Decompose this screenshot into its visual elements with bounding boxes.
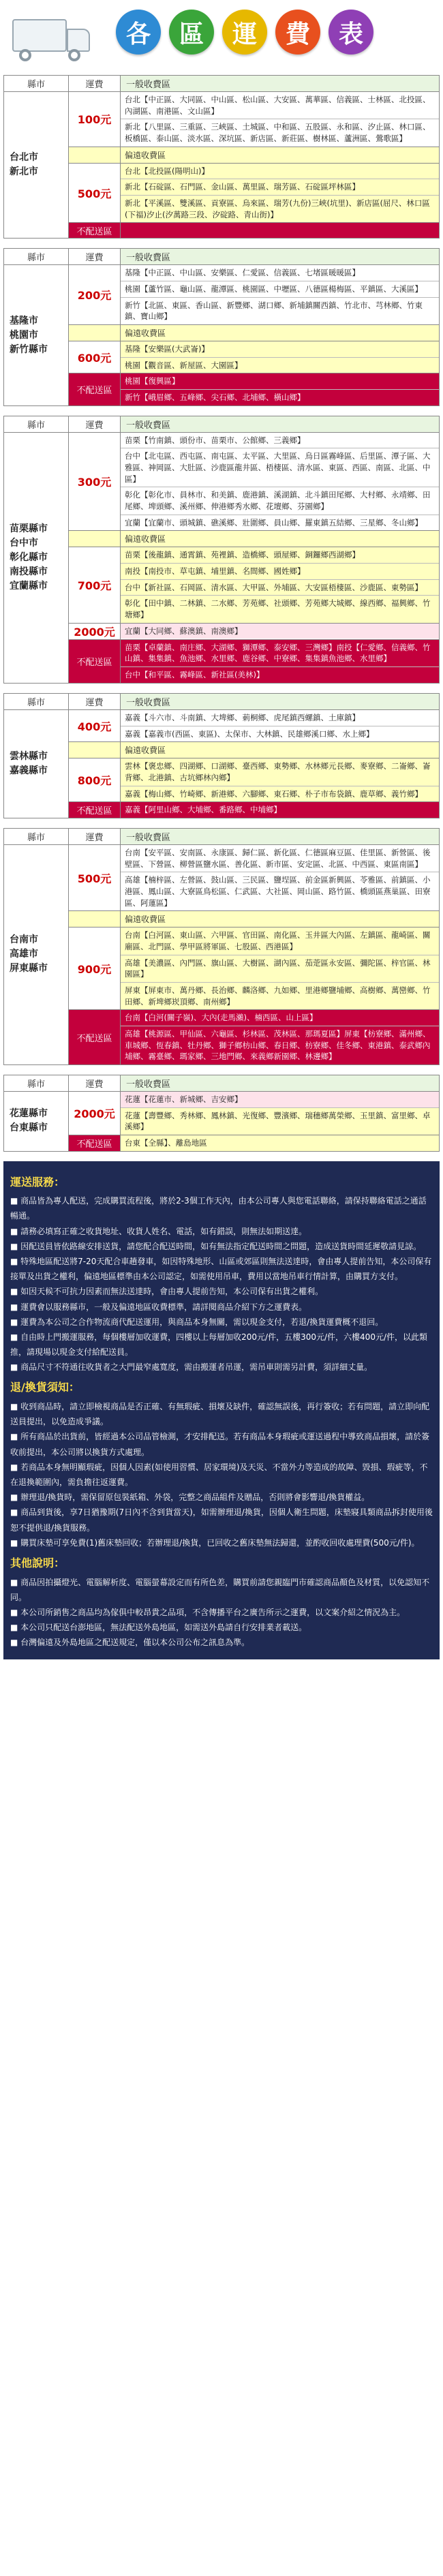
group-header-row bbox=[4, 249, 439, 265]
area-row: 嘉義【阿里山鄉、大埔鄉、番路鄉、中埔鄉】 bbox=[121, 802, 439, 818]
group-body bbox=[4, 1092, 439, 1151]
remote-area-fee-blank bbox=[69, 325, 121, 341]
city-name bbox=[4, 433, 69, 683]
city-name-line: 基隆市 bbox=[10, 315, 38, 326]
fee-tier bbox=[69, 710, 439, 742]
area-row: 苗栗【後龍鎮、通霄鎮、苑裡鎮、造橋鄉、頭屋鄉、銅鑼鄉西湖鄉】 bbox=[121, 547, 439, 564]
area-row: 台南【白河(關子嶺)、大內(走馬瀨)、楠西區、山上區】 bbox=[121, 1010, 439, 1026]
area-row: 台北【北投區(陽明山)】 bbox=[121, 164, 439, 180]
remote-area-header bbox=[69, 911, 439, 927]
fee-tier bbox=[69, 1092, 439, 1135]
area-row: 桃園【復興區】 bbox=[121, 373, 439, 390]
area-row: 彰化【彰化市、員林市、和美鎮、鹿港鎮、溪湖鎮、北斗鎮田尾鄉、大村鄉、永靖鄉、田尾鄉、埤頭鄉、溪州鄉、伸港鄉秀水鄉、花壇鄉、芬園鄉】 bbox=[121, 487, 439, 515]
area-row: 台北【中正區、大同區、中山區、松山區、大安區、萬華區、信義區、士林區、北投區、內湖區、南港區、文山區】 bbox=[121, 92, 439, 119]
area-rows bbox=[121, 265, 439, 324]
county-header: 縣市 bbox=[4, 76, 69, 91]
area-row: 台東【全縣】、離島地區 bbox=[121, 1135, 439, 1151]
notice-item: ■ 購買床墊可享免費(1)舊床墊回收；若辦理退/換貨，已回收之舊床墊無法歸還，並酌收回收處理費(500元/件)。 bbox=[10, 1537, 420, 1548]
fee-tier bbox=[69, 640, 439, 683]
area-header: 一般收費區 bbox=[121, 829, 439, 844]
city-name-line: 台北市 bbox=[10, 152, 38, 164]
area-row: 彰化【田中鎮、二林鎮、二水鄉、芳苑鄉、社頭鄉、芳苑鄉大城鄉、線西鄉、福興鄉、竹塘鄉】 bbox=[121, 596, 439, 622]
fee-price: 900元 bbox=[69, 927, 121, 1009]
area-rows bbox=[121, 845, 439, 910]
fee-tier bbox=[69, 1010, 439, 1064]
area-rows bbox=[121, 341, 439, 373]
area-rows bbox=[121, 92, 439, 147]
banner-title-char: 表 bbox=[329, 10, 373, 55]
area-row: 高雄【桃源區、甲仙區、六龜區、杉林區、茂林區、那瑪夏區】屏東【枋寮鄉、滿州鄉、車城鄉、恆春鎮、牡丹鄉、獅子鄉枋山鄉、春日鄉、枋寮鄉、佳冬鄉、東港鎮、泰武鄉內埔鄉、霧臺鄉、瑪家鄉、三地門鄉、來義鄉新園鄉、林邊鄉】 bbox=[121, 1026, 439, 1064]
fee-tier bbox=[69, 927, 439, 1010]
fee-tier bbox=[69, 624, 439, 640]
remote-area-fee-blank bbox=[69, 911, 121, 927]
fee-tier bbox=[69, 433, 439, 532]
county-header: 縣市 bbox=[4, 1075, 69, 1091]
banner-title-char: 各 bbox=[116, 10, 161, 55]
fee-tier bbox=[69, 92, 439, 147]
city-name bbox=[4, 1092, 69, 1151]
truck-icon bbox=[12, 19, 91, 61]
fee-header: 運費 bbox=[69, 249, 121, 264]
area-rows bbox=[121, 927, 439, 1009]
area-rows bbox=[121, 223, 439, 238]
area-row: 桃園【觀音區、新屋區、大園區】 bbox=[121, 358, 439, 373]
banner-title-char: 區 bbox=[169, 10, 214, 55]
area-row: 嘉義【梅山鄉、竹崎鄉、新港鄉、六腳鄉、東石鄉、朴子市布袋鎮、鹿草鄉、義竹鄉】 bbox=[121, 786, 439, 802]
notice-item: ■ 收到商品時，請立即檢視商品是否正確、有無瑕疵、損壞及缺件，確認無誤後，再行簽收；若有問題，請立即向配送員提出，以免造成爭議。 bbox=[10, 1402, 430, 1427]
fee-price: 700元 bbox=[69, 547, 121, 622]
fee-sections bbox=[69, 845, 439, 1064]
banner bbox=[0, 0, 443, 75]
area-rows bbox=[121, 164, 439, 223]
notice-item: ■ 若商品本身無明顯瑕疵，因個人因素(如使用習慣、居家環境)及天災、不當外力等造成的故障、毀損、瑕疵等，不在退換範圍內，需負擔往返運費。 bbox=[10, 1462, 428, 1487]
city-name bbox=[4, 265, 69, 405]
area-row: 高雄【楠梓區、左營區、鼓山區、三民區、鹽埕區、前金區新興區、苓雅區、前鎮區、小港區、鳳山區、大寮區鳥松區、仁武區、大社區、岡山區、路竹區、橋頭區燕巢區、田寮區、阿蓮區】 bbox=[121, 872, 439, 910]
notice-item: ■ 自由時上門搬運服務，每個樓層加收運費，四樓以上每層加收200元/件，五樓300元/件，六樓400元/件，以此類推，請現場以現金支付給配送員。 bbox=[10, 1332, 427, 1358]
fee-tier bbox=[69, 223, 439, 238]
shipping-service-list bbox=[10, 1193, 433, 1375]
group-header-row bbox=[4, 416, 439, 433]
fee-sections bbox=[69, 433, 439, 683]
region-group bbox=[3, 75, 440, 239]
notice-item: ■ 本公司只配送台澎地區，無法配送外島地區，如需送外島請自行安排業者載送。 bbox=[10, 1623, 307, 1633]
city-name bbox=[4, 710, 69, 818]
fee-header: 運費 bbox=[69, 76, 121, 91]
notice-item: ■ 商品因拍攝燈光、電腦解析度、電腦螢幕設定而有所色差，購買前請您親臨門市確認商品顏色及材質，以免認知不同。 bbox=[10, 1577, 430, 1602]
city-name-line: 台南市 bbox=[10, 934, 38, 946]
area-rows bbox=[121, 624, 439, 639]
area-row: 新竹【峨眉鄉、五峰鄉、尖石鄉、北埔鄉、橫山鄉】 bbox=[121, 390, 439, 405]
area-row: 新竹【北區、東區、香山區、新豐鄉、湖口鄉、新埔鎮關西鎮、竹北市、芎林鄉、竹東鎮、寶山鄉】 bbox=[121, 298, 439, 324]
area-rows bbox=[121, 1135, 439, 1151]
fee-price: 800元 bbox=[69, 758, 121, 801]
remote-area-header bbox=[69, 531, 439, 547]
city-name-line: 花蓮縣市 bbox=[10, 1108, 48, 1120]
fee-sections bbox=[69, 1092, 439, 1151]
fee-price: 200元 bbox=[69, 265, 121, 324]
group-body bbox=[4, 845, 439, 1064]
group-body bbox=[4, 265, 439, 405]
area-row: 宜蘭【大同鄉、蘇澳鎮、南澳鄉】 bbox=[121, 624, 439, 639]
city-name-line: 新北市 bbox=[10, 166, 38, 178]
area-row: 台南【白河區、東山區、六甲區、官田區、南化區、玉井區大內區、左鎮區、龍崎區、關廟區、北門區、學甲區將軍區、七股區、西港區】 bbox=[121, 927, 439, 955]
fee-header: 運費 bbox=[69, 694, 121, 709]
region-group bbox=[3, 416, 440, 684]
remote-area-label: 偏遠收費區 bbox=[125, 915, 166, 925]
city-name bbox=[4, 845, 69, 1064]
area-header: 一般收費區 bbox=[121, 694, 439, 709]
area-row: 苗栗【竹南鎮、頭份市、苗栗市、公館鄉、三義鄉】 bbox=[121, 433, 439, 449]
fee-tier bbox=[69, 1135, 439, 1151]
notice-item: ■ 運費為本公司之合作物流商代配送運用，與商品本身無關，需以現金支付，若退/換貨運費概不退回。 bbox=[10, 1317, 384, 1327]
area-rows bbox=[121, 433, 439, 531]
notice-panel bbox=[3, 1161, 440, 1660]
area-header: 一般收費區 bbox=[121, 249, 439, 264]
city-name-line: 苗栗縣市 bbox=[10, 523, 48, 534]
notice-item: ■ 特殊地區配送將7-20天配合車趟發車，如因特殊地形、山區或郊區則無法送達時，會由專人提前告知，本公司保有接單及出貨之權利，偏遠地區標準由本公司認定，如需使用吊車，費用以當地吊車行情計算，由購買方支付。 bbox=[10, 1256, 432, 1282]
county-header: 縣市 bbox=[4, 416, 69, 432]
city-name bbox=[4, 92, 69, 238]
fee-price: 500元 bbox=[69, 164, 121, 223]
city-name-line: 嘉義縣市 bbox=[10, 765, 48, 776]
remote-area-label: 偏遠收費區 bbox=[125, 746, 166, 756]
notice-item: ■ 商品皆為專人配送，完成購買流程後，將於2-3個工作天內，由本公司專人與您電話聯絡，請保持聯絡電話之通話暢通。 bbox=[10, 1196, 427, 1221]
fee-sections bbox=[69, 92, 439, 238]
fee-tier bbox=[69, 758, 439, 802]
area-row: 花蓮【花蓮市、新城鄉、吉安鄉】 bbox=[121, 1092, 439, 1108]
fee-price: 不配送區 bbox=[69, 373, 121, 405]
remote-area-header bbox=[69, 742, 439, 758]
notice-item: ■ 運費會以服務縣市，一般及偏遠地區收費標準，請詳閱商品介紹下方之運費表。 bbox=[10, 1302, 307, 1312]
remote-area-label: 偏遠收費區 bbox=[125, 150, 166, 160]
region-group bbox=[3, 248, 440, 405]
region-group bbox=[3, 1075, 440, 1152]
group-header-row bbox=[4, 1075, 439, 1092]
other-list bbox=[10, 1575, 433, 1651]
area-rows bbox=[121, 640, 439, 683]
area-row: 台南【安平區、安南區、永康區、歸仁區、新化區、仁德區麻豆區、佳里區、新營區、後壁區、下營區、柳營區鹽水區、善化區、新市區、安定區、北區、中西區、東區南區】 bbox=[121, 845, 439, 872]
area-row: 台中【新社區、石岡區、清水區、大甲區、外埔區、大安區梧棲區、沙鹿區、東勢區】 bbox=[121, 580, 439, 596]
remote-area-label: 偏遠收費區 bbox=[125, 534, 166, 545]
county-header: 縣市 bbox=[4, 694, 69, 709]
group-body bbox=[4, 92, 439, 238]
fee-sections bbox=[69, 710, 439, 818]
city-name-line: 高雄市 bbox=[10, 949, 38, 960]
region-group bbox=[3, 693, 440, 818]
area-row: 桃園【蘆竹區、龜山區、龍潭區、桃園區、中壢區、八德區楊梅區、平鎮區、大溪區】 bbox=[121, 281, 439, 298]
area-row: 新北【平溪區、雙溪區、貢寮區、烏來區、瑞芳(九份)三峽(坑里)、新店區(屈尺、林口區(下福)汐止(汐萬路三段、汐碇路、青山街)】 bbox=[121, 196, 439, 222]
fee-price: 2000元 bbox=[69, 1092, 121, 1135]
area-rows bbox=[121, 1010, 439, 1064]
return-list bbox=[10, 1399, 433, 1550]
group-header-row bbox=[4, 829, 439, 845]
other-heading: 其他說明： bbox=[10, 1556, 65, 1569]
fee-tier bbox=[69, 373, 439, 405]
area-rows bbox=[121, 710, 439, 741]
return-heading: 退/換貨須知： bbox=[10, 1381, 80, 1394]
area-row: 宜蘭【宜蘭市、頭城鎮、礁溪鄉、壯圍鄉、員山鄉、羅東鎮五結鄉、三星鄉、冬山鄉】 bbox=[121, 515, 439, 531]
fee-price: 300元 bbox=[69, 433, 121, 531]
group-body bbox=[4, 433, 439, 683]
fee-price: 不配送區 bbox=[69, 1135, 121, 1151]
area-header: 一般收費區 bbox=[121, 416, 439, 432]
area-rows bbox=[121, 802, 439, 818]
area-rows bbox=[121, 1092, 439, 1135]
notice-item: ■ 商品尺寸不符通往收貨者之大門最窄處寬度，需由搬運者吊運，需吊車則需另計費，須詳細丈量。 bbox=[10, 1362, 373, 1373]
banner-title bbox=[116, 10, 373, 55]
fee-tier bbox=[69, 341, 439, 373]
area-rows bbox=[121, 547, 439, 622]
group-header-row bbox=[4, 76, 439, 92]
fee-sections bbox=[69, 265, 439, 405]
city-name-line: 南投縣市 bbox=[10, 566, 48, 577]
fee-tier bbox=[69, 845, 439, 911]
notice-item: ■ 商品到貨後，享7日猶豫期(7日內不含到貨當天)，如需辦理退/換貨，因個人衛生問題，床墊寢具類商品拆封使用後恕不提供退/換貨服務。 bbox=[10, 1507, 433, 1533]
fee-price: 不配送區 bbox=[69, 223, 121, 238]
remote-area-fee-blank bbox=[69, 147, 121, 163]
area-row: 苗栗【卓蘭鎮、南庄鄉、大湖鄉、獅潭鄉、泰安鄉、三灣鄉】南投【仁愛鄉、信義鄉、竹山鎮、集集鎮、魚池鄉、水里鄉、鹿谷鄉、中寮鄉、集集鎮魚池鄉、水里鄉】 bbox=[121, 640, 439, 667]
fee-tier bbox=[69, 547, 439, 623]
city-name-line: 屏東縣市 bbox=[10, 963, 48, 975]
city-name-line: 台東縣市 bbox=[10, 1122, 48, 1134]
county-header: 縣市 bbox=[4, 249, 69, 264]
city-name-line: 宜蘭縣市 bbox=[10, 580, 48, 592]
notice-item: ■ 因配送員皆依路線安排送貨，請您配合配送時間，如有無法指定配送時間之問題，造成送貨時間延遲敬請見諒。 bbox=[10, 1241, 422, 1251]
fee-tier bbox=[69, 802, 439, 818]
banner-title-char: 費 bbox=[275, 10, 320, 55]
notice-item: ■ 本公司所銷售之商品均為傢俱中較昂貴之品項，不含傳播平台之廣告所示之運費，以文案介紹之情況為主。 bbox=[10, 1607, 406, 1617]
area-row: 基隆【中正區、中山區、安樂區、仁愛區、信義區、七堵區暖暖區】 bbox=[121, 265, 439, 281]
fee-header: 運費 bbox=[69, 416, 121, 432]
area-header: 一般收費區 bbox=[121, 1075, 439, 1091]
city-name-line: 彰化縣市 bbox=[10, 551, 48, 563]
area-row: 嘉義【嘉義市(西區、東區)、太保市、大林鎮、民雄鄉溪口鄉、水上鄉】 bbox=[121, 726, 439, 742]
notice-item: ■ 辦理退/換貨時，需保留原包裝紙箱、外袋，完整之商品組件及贈品，否則將會影響退/換貨權益。 bbox=[10, 1492, 370, 1503]
area-row: 花蓮【壽豐鄉、秀林鄉、鳳林鎮、光復鄉、豐濱鄉、瑞穗鄉萬榮鄉、玉里鎮、富里鄉、卓溪鄉】 bbox=[121, 1108, 439, 1135]
banner-title-char: 運 bbox=[222, 10, 267, 55]
notice-item: ■ 請務必填寫正確之收貨地址、收貨人姓名、電話，如有錯誤，則無法如期送達。 bbox=[10, 1226, 307, 1236]
region-group bbox=[3, 828, 440, 1065]
county-header: 縣市 bbox=[4, 829, 69, 844]
area-row: 台中【和平區、霧峰區、新社區(美林)】 bbox=[121, 667, 439, 683]
area-row: 高雄【美濃區、內門區、旗山區、大樹區、湖內區、茄萣區永安區、彌陀區、梓官區、林園區】 bbox=[121, 955, 439, 983]
fee-price: 400元 bbox=[69, 710, 121, 741]
fee-tier bbox=[69, 265, 439, 325]
fee-price: 600元 bbox=[69, 341, 121, 373]
fee-header: 運費 bbox=[69, 829, 121, 844]
city-name-line: 新竹縣市 bbox=[10, 343, 48, 355]
remote-area-header bbox=[69, 147, 439, 164]
city-name-line: 雲林縣市 bbox=[10, 750, 48, 762]
city-name-line: 台中市 bbox=[10, 537, 38, 549]
fee-price: 100元 bbox=[69, 92, 121, 147]
notice-item: ■ 所有商品於出貨前，皆經過本公司品管檢測，才安排配送。若有商品本身瑕疵或運送過程中導致商品損壞，請於簽收前提出，本公司將以換貨方式處理。 bbox=[10, 1432, 430, 1457]
notice-item: ■ 如因天候不可抗力因素而無法送達時，會由專人提前告知，本公司保有出貨之權利。 bbox=[10, 1287, 324, 1297]
area-rows bbox=[121, 758, 439, 801]
area-row: 雲林【褒忠鄉、四湖鄉、口湖鄉、臺西鄉、東勢鄉、水林鄉元長鄉、麥寮鄉、二崙鄉、崙背鄉、北港鎮、古坑鄉林內鄉】 bbox=[121, 758, 439, 786]
area-row: 新北【八里區、三重區、三峽區、土城區、中和區、五股區、永和區、汐止區、林口區、板橋區、泰山區、淡水區、深坑區、新店區、新莊區、樹林區、蘆洲區、鶯歌區】 bbox=[121, 119, 439, 146]
remote-area-header bbox=[69, 325, 439, 341]
area-row: 嘉義【斗六市、斗南鎮、大埤鄉、莿桐鄉、虎尾鎮西螺鎮、土庫鎮】 bbox=[121, 710, 439, 726]
shipping-fee-table bbox=[0, 75, 443, 1152]
city-name-line: 桃園市 bbox=[10, 329, 38, 341]
area-row: 屏東【屏東市、萬丹鄉、長治鄉、麟洛鄉、九如鄉、里港鄉鹽埔鄉、高樹鄉、萬巒鄉、竹田鄉、新埤鄉崁頂鄉、南州鄉】 bbox=[121, 983, 439, 1009]
area-row: 南投【南投市、草屯鎮、埔里鎮、名間鄉、國姓鄉】 bbox=[121, 564, 439, 580]
fee-price: 500元 bbox=[69, 845, 121, 910]
fee-price: 不配送區 bbox=[69, 640, 121, 683]
area-row: 基隆【安樂區(大武崙)】 bbox=[121, 341, 439, 358]
shipping-service-heading: 運送服務： bbox=[10, 1175, 65, 1189]
area-row: 新北【石碇區、石門區、金山區、萬里區、瑞芳區、石碇區坪林區】 bbox=[121, 179, 439, 196]
remote-area-fee-blank bbox=[69, 531, 121, 547]
fee-price: 不配送區 bbox=[69, 1010, 121, 1064]
remote-area-fee-blank bbox=[69, 742, 121, 758]
fee-price: 不配送區 bbox=[69, 802, 121, 818]
notice-item: ■ 台灣偏遠及外島地區之配送規定，僅以本公司公布之訊息為準。 bbox=[10, 1638, 250, 1648]
fee-tier bbox=[69, 164, 439, 224]
group-body bbox=[4, 710, 439, 818]
fee-header: 運費 bbox=[69, 1075, 121, 1091]
area-row: 台中【北屯區、西屯區、南屯區、太平區、大里區、烏日區霧峰區、后里區、潭子區、大雅區、神岡區、大肚區、沙鹿區龍井區、梧棲區、清水區、東區、西區、南區、北區、中區】 bbox=[121, 448, 439, 487]
area-rows bbox=[121, 373, 439, 405]
area-header: 一般收費區 bbox=[121, 76, 439, 91]
fee-price: 2000元 bbox=[69, 624, 121, 639]
remote-area-label: 偏遠收費區 bbox=[125, 328, 166, 339]
group-header-row bbox=[4, 694, 439, 710]
